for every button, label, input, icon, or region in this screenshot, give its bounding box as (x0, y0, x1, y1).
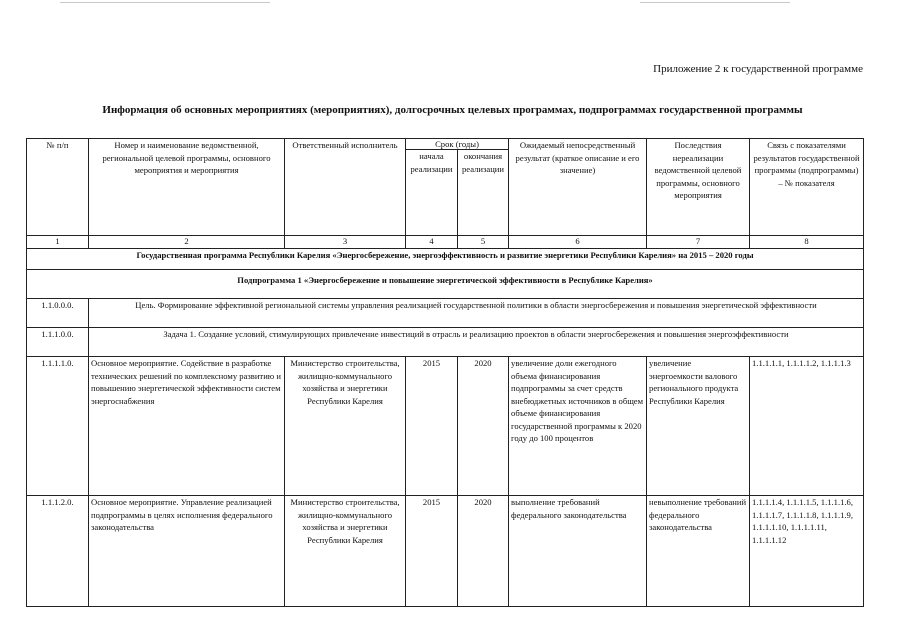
row-link: 1.1.1.1.1, 1.1.1.1.2, 1.1.1.1.3 (750, 357, 864, 496)
row-result: выполнение требований федерального законодательства (509, 496, 647, 607)
table-row (27, 357, 864, 496)
row-start: 2015 (406, 496, 458, 607)
column-number: 8 (750, 236, 864, 249)
program-title: Государственная программа Республики Карелия «Энергосбережение, энергоэффективность и развитие энергетики Республики Карелия» на 2015 – 2020 годы (27, 249, 864, 270)
row-name: Основное мероприятие. Управление реализацией подпрограммы в целях исполнения федерального законодательства (89, 496, 285, 607)
header-responsible: Ответственный исполнитель (285, 139, 406, 236)
row-link: 1.1.1.1.4, 1.1.1.1.5, 1.1.1.1.6, 1.1.1.1.7, 1.1.1.1.8, 1.1.1.1.9, 1.1.1.1.10, 1.1.1.1.11, 1.1.1.1.12 (750, 496, 864, 607)
program-row (27, 249, 864, 270)
row-responsible: Министерство строительства, жилищно-коммунального хозяйства и энергетики Республики Карелия (285, 496, 406, 607)
task-num: 1.1.1.0.0. (27, 328, 89, 357)
scan-artifact-line (640, 2, 790, 3)
row-name: Основное мероприятие. Содействие в разработке технических решений по комплексному развитию и повышению энергетической эффективности систем энергоснабжения (89, 357, 285, 496)
goal-num: 1.1.0.0.0. (27, 299, 89, 328)
header-term: Срок (годы) (406, 139, 509, 150)
header-result: Ожидаемый непосредственный результат (краткое описание и его значение) (509, 139, 647, 236)
column-number: 7 (647, 236, 750, 249)
row-consequences: невыполнение требований федерального законодательства (647, 496, 750, 607)
row-start: 2015 (406, 357, 458, 496)
task-row (27, 328, 864, 357)
subprogram-title: Подпрограмма 1 «Энергосбережение и повышение энергетической эффективности в Республике Карелия» (27, 270, 864, 299)
column-number: 2 (89, 236, 285, 249)
appendix-note: Приложение 2 к государственной программе (653, 63, 863, 75)
row-num: 1.1.1.2.0. (27, 496, 89, 607)
row-end: 2020 (458, 357, 509, 496)
header-link: Связь с показателями результатов государственной программы (подпрограммы) – № показателя (750, 139, 864, 236)
column-number: 4 (406, 236, 458, 249)
column-number: 6 (509, 236, 647, 249)
column-numbers-row (27, 236, 864, 249)
table-header-row (27, 139, 864, 150)
goal-text: Цель. Формирование эффективной региональной системы управления реализацией государственной политики в области энергосбережения и повышения энергетической эффективности (89, 299, 864, 328)
goal-row (27, 299, 864, 328)
header-start: начала реализации (406, 150, 458, 236)
header-end: окончания реализации (458, 150, 509, 236)
scan-artifact-line (60, 2, 270, 3)
subprogram-row (27, 270, 864, 299)
row-num: 1.1.1.1.0. (27, 357, 89, 496)
row-result: увеличение доли ежегодного объема финансирования подпрограммы за счет средств внебюджетных источников в общем объеме финансирования государственной программы к 2020 году до 100 процентов (509, 357, 647, 496)
task-text: Задача 1. Создание условий, стимулирующих привлечение инвестиций в отрасль и реализацию проектов в области энергосбережения и повышения энергоэффективности (89, 328, 864, 357)
table-row (27, 496, 864, 607)
header-num: № п/п (27, 139, 89, 236)
column-number: 3 (285, 236, 406, 249)
row-responsible: Министерство строительства, жилищно-коммунального хозяйства и энергетики Республики Карелия (285, 357, 406, 496)
column-number: 5 (458, 236, 509, 249)
header-consequences: Последствия нереализации ведомственной целевой программы, основного мероприятия (647, 139, 750, 236)
measures-table (26, 138, 864, 607)
row-end: 2020 (458, 496, 509, 607)
row-consequences: увеличение энергоемкости валового регионального продукта Республики Карелия (647, 357, 750, 496)
document-title: Информация об основных мероприятиях (мероприятиях), долгосрочных целевых программах, подпрограммах государственной программы (102, 104, 803, 116)
header-name: Номер и наименование ведомственной, региональной целевой программы, основного мероприятия и мероприятия (89, 139, 285, 236)
column-number: 1 (27, 236, 89, 249)
